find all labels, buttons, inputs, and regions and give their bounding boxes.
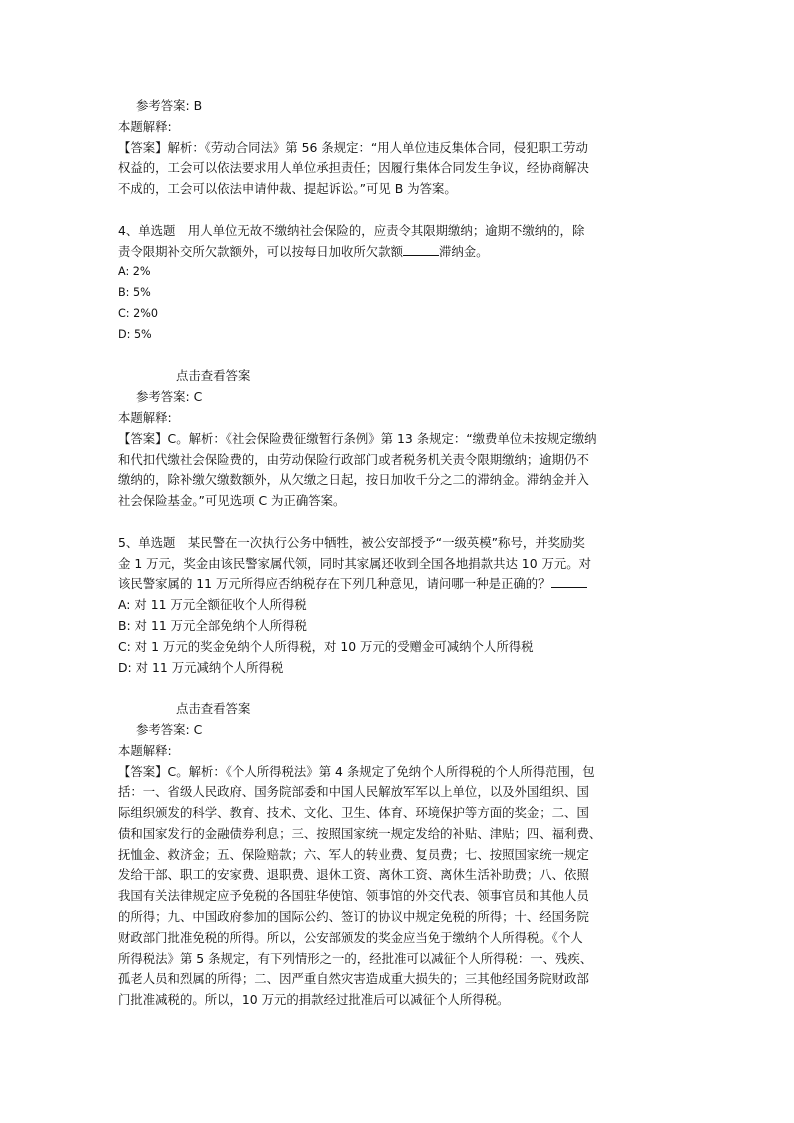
q4-view-answer-link[interactable]: 点击查看答案 [176, 368, 251, 384]
q5-view-answer-link[interactable]: 点击查看答案 [176, 701, 251, 717]
q4-option-a: A: 2% [118, 265, 151, 279]
q5-explanation-line-10: 所得税法》第 5 条规定，有下列情形之一的，经批准可以减征个人所得税：一、残疾、 [118, 950, 593, 966]
q5-question-line-2: 金 1 万元，奖金由该民警家属代领，同时其家属还收到全国各地捐款共达 10 万元。对 [118, 555, 592, 571]
spacer [118, 512, 678, 533]
q4-question-tail: 滞纳金。 [438, 243, 489, 259]
q4-question-line-2 [118, 242, 678, 263]
q3-explanation-line-1: 【答案】解析：《劳动合同法》第 56 条规定：“用人单位违反集体合同，侵犯职工劳动 [118, 139, 588, 155]
q4-option-b: B: 5% [118, 286, 151, 300]
q5-explanation-line-2: 括：一、省级人民政府、国务院部委和中国人民解放军军以上单位，以及外国组织、国 [118, 784, 589, 800]
q5-explanation-line-11: 孤老人员和烈属的所得；二、因严重自然灾害造成重大损失的；三其他经国务院财政部 [118, 971, 589, 987]
q5-option-d: D: 对 11 万元减纳个人所得税 [118, 659, 284, 675]
spacer [118, 200, 678, 221]
q4-answer: 参考答案: C [136, 389, 203, 405]
q5-question-text: 该民警家属的 11 万元所得应否纳税存在下列几种意见，请问哪一种是正确的？ [118, 576, 551, 592]
q5-option-a: A: 对 11 万元全额征收个人所得税 [118, 597, 307, 613]
spacer [118, 346, 678, 367]
q4-explanation-line-1: 【答案】C。解析：《社会保险费征缴暂行条例》第 13 条规定：“缴费单位未按规定缴纳 [118, 430, 597, 446]
q3-explain-label: 本题解释: [118, 118, 172, 134]
q5-explanation-line-12: 门批准减税的。所以，10 万元的捐款经过批准后可以减征个人所得税。 [118, 992, 510, 1008]
q4-explanation-line-2: 和代扣代缴社会保险费的，由劳动保险行政部门或者税务机关责令限期缴纳；逾期仍不 [118, 451, 589, 467]
q5-explanation-line-4: 债和国家发行的金融债券利息；三、按照国家统一规定发给的补贴、津贴；四、福利费、 [118, 825, 602, 841]
q5-explanation-line-6: 发给干部、职工的安家费、退职费、退休工资、离休工资、离休生活补助费；八、依照 [118, 867, 589, 883]
q5-option-c: C: 对 1 万元的奖金免纳个人所得税，对 10 万元的受赠金可减纳个人所得税 [118, 638, 534, 654]
q5-explain-label: 本题解释: [118, 742, 172, 758]
q5-explanation-line-7: 我国有关法律规定应予免税的各国驻华使馆、领事馆的外交代表、领事官员和其他人员 [118, 888, 589, 904]
q5-answer: 参考答案: C [136, 721, 203, 737]
q4-option-d: D: 5% [118, 327, 152, 341]
q5-question-line-1: 5、单选题 某民警在一次执行公务中牺牲，被公安部授予“一级英模”称号，并奖励奖 [118, 534, 585, 550]
q5-explanation-line-9: 财政部门批准免税的所得。所以，公安部颁发的奖金应当免于缴纳个人所得税。《个人 [118, 929, 583, 945]
q4-question-line-1: 4、单选题 用人单位无故不缴纳社会保险的，应责令其限期缴纳；逾期不缴纳的，除 [118, 222, 585, 238]
q5-explanation-line-5: 抚恤金、救济金；五、保险赔款；六、军人的转业费、复员费；七、按照国家统一规定 [118, 846, 589, 862]
q4-explanation-line-4: 社会保险基金。”可见选项 C 为正确答案。 [118, 493, 346, 509]
q4-explanation-line-3: 缴纳的，除补缴欠缴数额外，从欠缴之日起，按日加收千分之二的滞纳金。滞纳金并入 [118, 472, 589, 488]
answer-blank [551, 575, 587, 588]
q4-option-c: C: 2%0 [118, 306, 159, 320]
q5-question-line-3 [118, 574, 678, 595]
q5-explanation-line-3: 际组织颁发的科学、教育、技术、文化、卫生、体育、环境保护等方面的奖金；二、国 [118, 805, 589, 821]
answer-blank [403, 243, 439, 256]
spacer [118, 678, 678, 699]
q3-explanation-line-3: 不成的，工会可以依法申请仲裁、提起诉讼。”可见 B 为答案。 [118, 181, 457, 197]
q3-explanation-line-2: 权益的，工会可以依法要求用人单位承担责任；因履行集体合同发生争议，经协商解决 [118, 160, 589, 176]
q5-explanation-line-1: 【答案】C。解析：《个人所得税法》第 4 条规定了免纳个人所得税的个人所得范围，包 [118, 763, 595, 779]
q4-question-text: 责令限期补交所欠款额外，可以按每日加收所欠款额 [118, 243, 403, 259]
q5-option-b: B: 对 11 万元全部免纳个人所得税 [118, 617, 307, 633]
q4-explain-label: 本题解释: [118, 409, 172, 425]
document-page [118, 96, 678, 1011]
q3-answer: 参考答案: B [136, 98, 203, 113]
q5-explanation-line-8: 的所得；九、中国政府参加的国际公约、签订的协议中规定免税的所得；十、经国务院 [118, 909, 589, 925]
